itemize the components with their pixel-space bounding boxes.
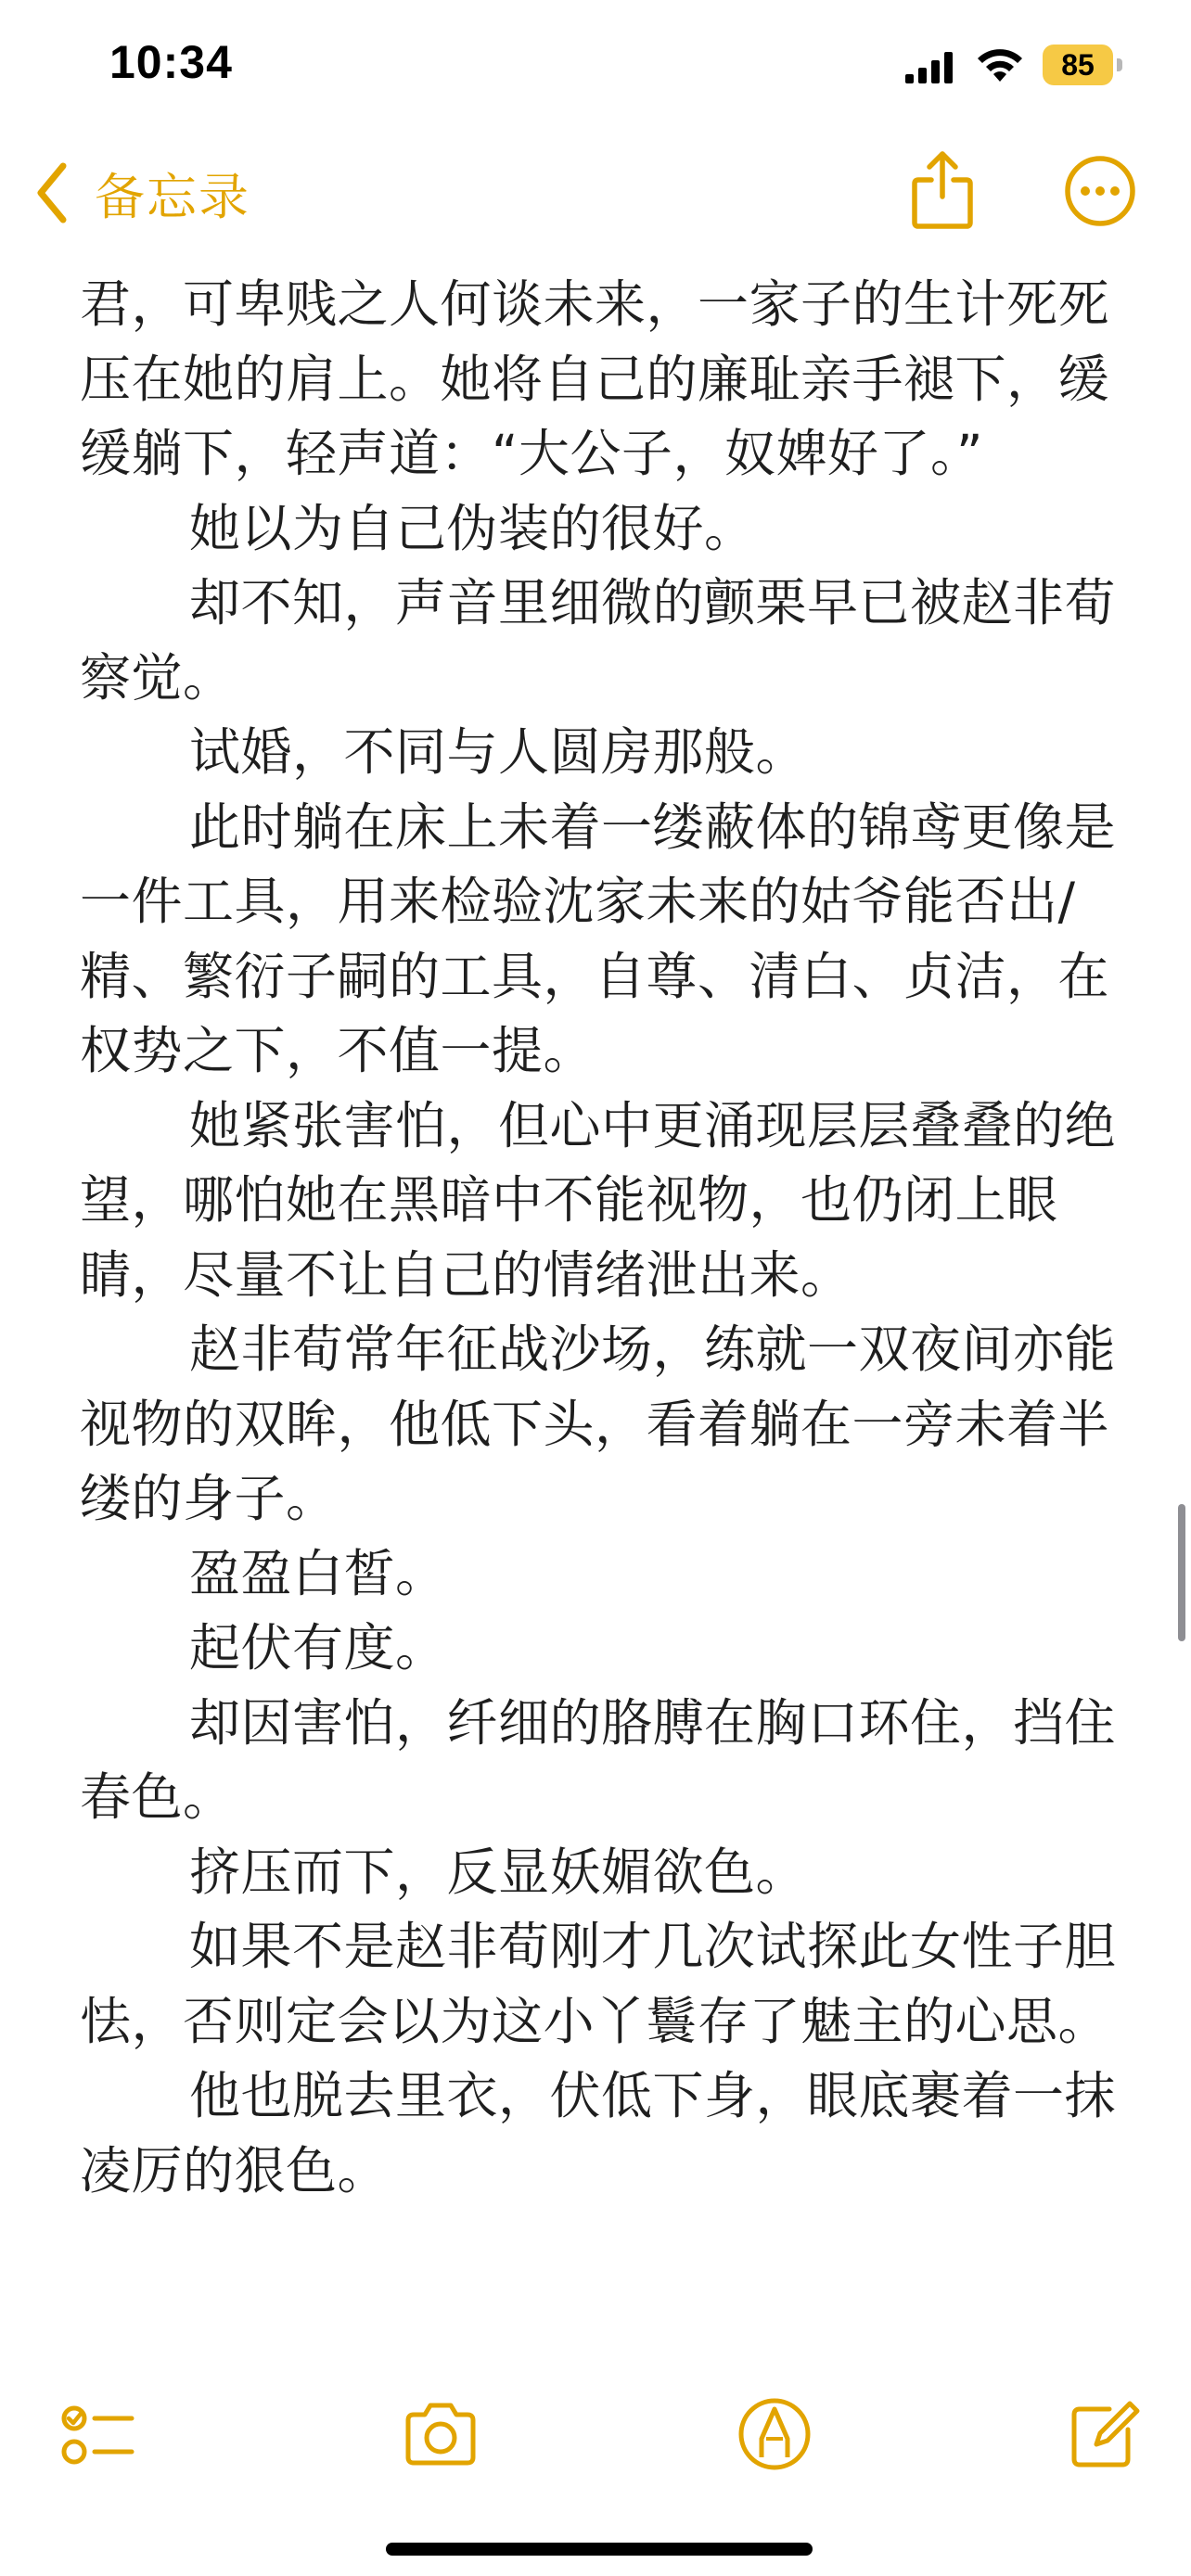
cellular-signal-icon <box>905 52 955 83</box>
note-paragraph: 此时躺在床上未着一缕蔽体的锦鸢更像是一件工具，用来检验沈家未来的姑爷能否出/精、繁衍子嗣的工具，自尊、清白、贞洁，在权势之下，不值一提。 <box>80 797 1117 1080</box>
note-paragraph: 他也脱去里衣，伏低下身，眼底裹着一抹凌厉的狠色。 <box>80 2066 1117 2200</box>
note-paragraph: 她紧张害怕，但心中更涌现层层叠叠的绝望，哪怕她在黑暗中不能视物，也仍闭上眼睛，尽量不让自己的情绪泄出来。 <box>80 1095 1117 1305</box>
note-paragraph: 起伏有度。 <box>189 1618 447 1677</box>
wifi-icon <box>976 46 1024 83</box>
bottom-toolbar <box>0 2383 1191 2485</box>
status-time: 10:34 <box>109 36 233 88</box>
share-icon[interactable] <box>905 148 980 232</box>
camera-icon[interactable] <box>399 2392 482 2476</box>
note-paragraph: 挤压而下，反显妖媚欲色。 <box>189 1842 808 1902</box>
note-paragraph: 如果不是赵非荀刚才几次试探此女性子胆怯，否则定会以为这小丫鬟存了魅主的心思。 <box>80 1917 1117 2051</box>
note-paragraph: 试婚，不同与人圆房那般。 <box>189 722 808 782</box>
nav-bar <box>0 130 1191 256</box>
scroll-indicator[interactable] <box>1178 1504 1185 1641</box>
home-indicator[interactable] <box>386 2543 813 2556</box>
back-button[interactable] <box>33 156 250 230</box>
battery-level: 85 <box>1061 48 1095 82</box>
note-text[interactable] <box>80 267 1128 2208</box>
note-paragraph: 赵非荀常年征战沙场，练就一双夜间亦能视物的双眸，他低下头，看着躺在一旁未着半缕的身子。 <box>80 1320 1117 1528</box>
ellipsis-circle-icon[interactable] <box>1063 154 1137 228</box>
note-paragraph: 盈盈白皙。 <box>189 1543 447 1603</box>
battery-cap <box>1117 58 1122 71</box>
note-paragraph: 她以为自己伪装的很好。 <box>189 498 756 558</box>
battery-indicator <box>1043 45 1122 85</box>
note-paragraph: 却因害怕，纤细的胳膊在胸口环住，挡住春色。 <box>80 1692 1117 1827</box>
status-bar <box>0 0 1191 130</box>
compose-icon[interactable] <box>1061 2392 1145 2476</box>
checklist-icon[interactable] <box>54 2392 137 2476</box>
chevron-left-icon <box>33 160 70 225</box>
note-paragraph: 君，可卑贱之人何谈未来，一家子的生计死死压在她的肩上。她将自己的廉耻亲手褪下，缓缓躺下，轻声道：“大公子，奴婢好了。” <box>80 274 1110 483</box>
pen-markup-icon[interactable] <box>733 2392 816 2476</box>
back-label: 备忘录 <box>95 167 250 226</box>
note-paragraph: 却不知，声音里细微的颤栗早已被赵非荀察觉。 <box>80 573 1117 708</box>
